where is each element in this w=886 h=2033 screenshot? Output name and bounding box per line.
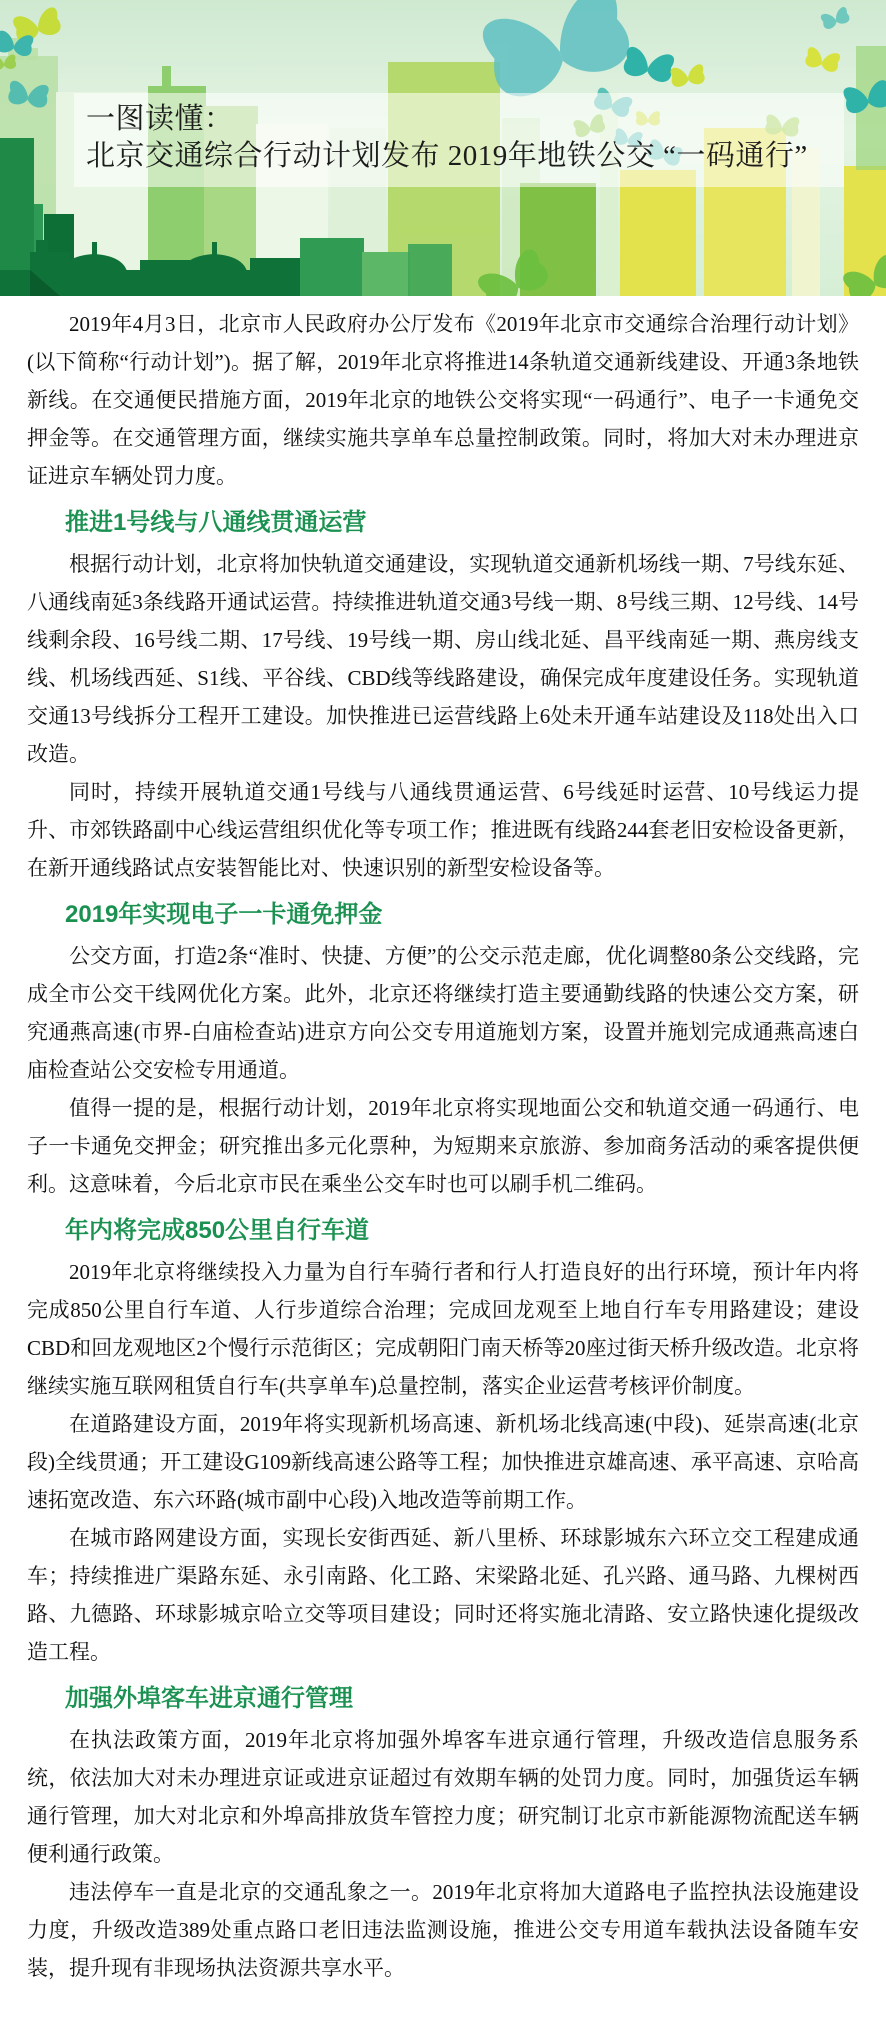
paragraph: 在执法政策方面，2019年北京将加强外埠客车进京通行管理，升级改造信息服务系统，依法加大对未办理进京证或进京证超过有效期车辆的处罚力度。同时，加强货运车辆通行管理，加大对北京和外埠高排放货车管控力度；研究制订北京市新能源物流配送车辆便利通行政策。 — [27, 1728, 859, 1866]
page-title-line1: 一图读懂： — [86, 103, 234, 135]
paragraph: 在道路建设方面，2019年将实现新机场高速、新机场北线高速(中段)、延崇高速(北京段)全线贯通；开工建设G109新线高速公路等工程；加快推进京雄高速、承平高速、京哈高速拓宽改造、东六环路(城市副中心段)入地改造等前期工作。 — [27, 1412, 859, 1512]
title-band — [74, 93, 844, 187]
paragraph: 2019年北京将继续投入力量为自行车骑行者和行人打造良好的出行环境，预计年内将完成850公里自行车道、人行步道综合治理；完成回龙观至上地自行车专用路建设；建设CBD和回龙观地区2个慢行示范街区；完成朝阳门南天桥等20座过街天桥升级改造。北京将继续实施互联网租赁自行车(共享单车)总量控制，落实企业运营考核评价制度。 — [27, 1260, 859, 1398]
paragraph: 在城市路网建设方面，实现长安街西延、新八里桥、环球影城东六环立交工程建成通车；持续推进广渠路东延、永引南路、化工路、宋梁路北延、孔兴路、通马路、九棵树西路、九德路、环球影城京哈立交等项目建设；同时还将实施北清路、安立路快速化提级改造工程。 — [27, 1526, 859, 1664]
paragraph: 公交方面，打造2条“准时、快捷、方便”的公交示范走廊，优化调整80条公交线路，完成全市公交干线网优化方案。此外，北京还将继续打造主要通勤线路的快速公交方案，研究通燕高速(市界-白庙检查站)进京方向公交专用道施划方案，设置并施划完成通燕高速白庙检查站公交安检专用通道。 — [27, 944, 859, 1082]
paragraph: 值得一提的是，根据行动计划，2019年北京将实现地面公交和轨道交通一码通行、电子一卡通免交押金；研究推出多元化票种，为短期来京旅游、参加商务活动的乘客提供便利。这意味着，今后北京市民在乘坐公交车时也可以刷手机二维码。 — [27, 1096, 859, 1196]
page-title-line2: 北京交通综合行动计划发布 2019年地铁公交 “一码通行” — [86, 140, 808, 172]
section-heading: 加强外埠客车进京通行管理 — [65, 1685, 353, 1712]
paragraph: 违法停车一直是北京的交通乱象之一。2019年北京将加大道路电子监控执法设施建设力度，升级改造389处重点路口老旧违法监测设施，推进公交专用道车载执法设备随车安装，提升现有非现场执法资源共享水平。 — [27, 1880, 859, 1980]
paragraph: 2019年4月3日，北京市人民政府办公厅发布《2019年北京市交通综合治理行动计划》(以下简称“行动计划”)。据了解，2019年北京将推进14条轨道交通新线建设、开通3条地铁新线。在交通便民措施方面，2019年北京的地铁公交将实现“一码通行”、电子一卡通免交押金等。在交通管理方面，继续实施共享单车总量控制政策。同时，将加大对未办理进京证进京车辆处罚力度。 — [27, 312, 859, 488]
article-body — [0, 296, 886, 2033]
section-heading: 2019年实现电子一卡通免押金 — [65, 901, 383, 928]
paragraph: 同时，持续开展轨道交通1号线与八通线贯通运营、6号线延时运营、10号线运力提升、市郊铁路副中心线运营组织优化等专项工作；推进既有线路244套老旧安检设备更新，在新开通线路试点安装智能比对、快速识别的新型安检设备等。 — [27, 780, 859, 880]
header-banner — [0, 0, 886, 296]
section-heading: 年内将完成850公里自行车道 — [65, 1217, 370, 1244]
paragraph: 根据行动计划，北京将加快轨道交通建设，实现轨道交通新机场线一期、7号线东延、八通线南延3条线路开通试运营。持续推进轨道交通3号线一期、8号线三期、12号线、14号线剩余段、16号线二期、17号线、19号线一期、房山线北延、昌平线南延一期、燕房线支线、机场线西延、S1线、平谷线、CBD线等线路建设，确保完成年度建设任务。实现轨道交通13号线拆分工程开工建设。加快推进已运营线路上6处未开通车站建设及118处出入口改造。 — [27, 552, 859, 766]
section-heading: 推进1号线与八通线贯通运营 — [65, 509, 367, 536]
